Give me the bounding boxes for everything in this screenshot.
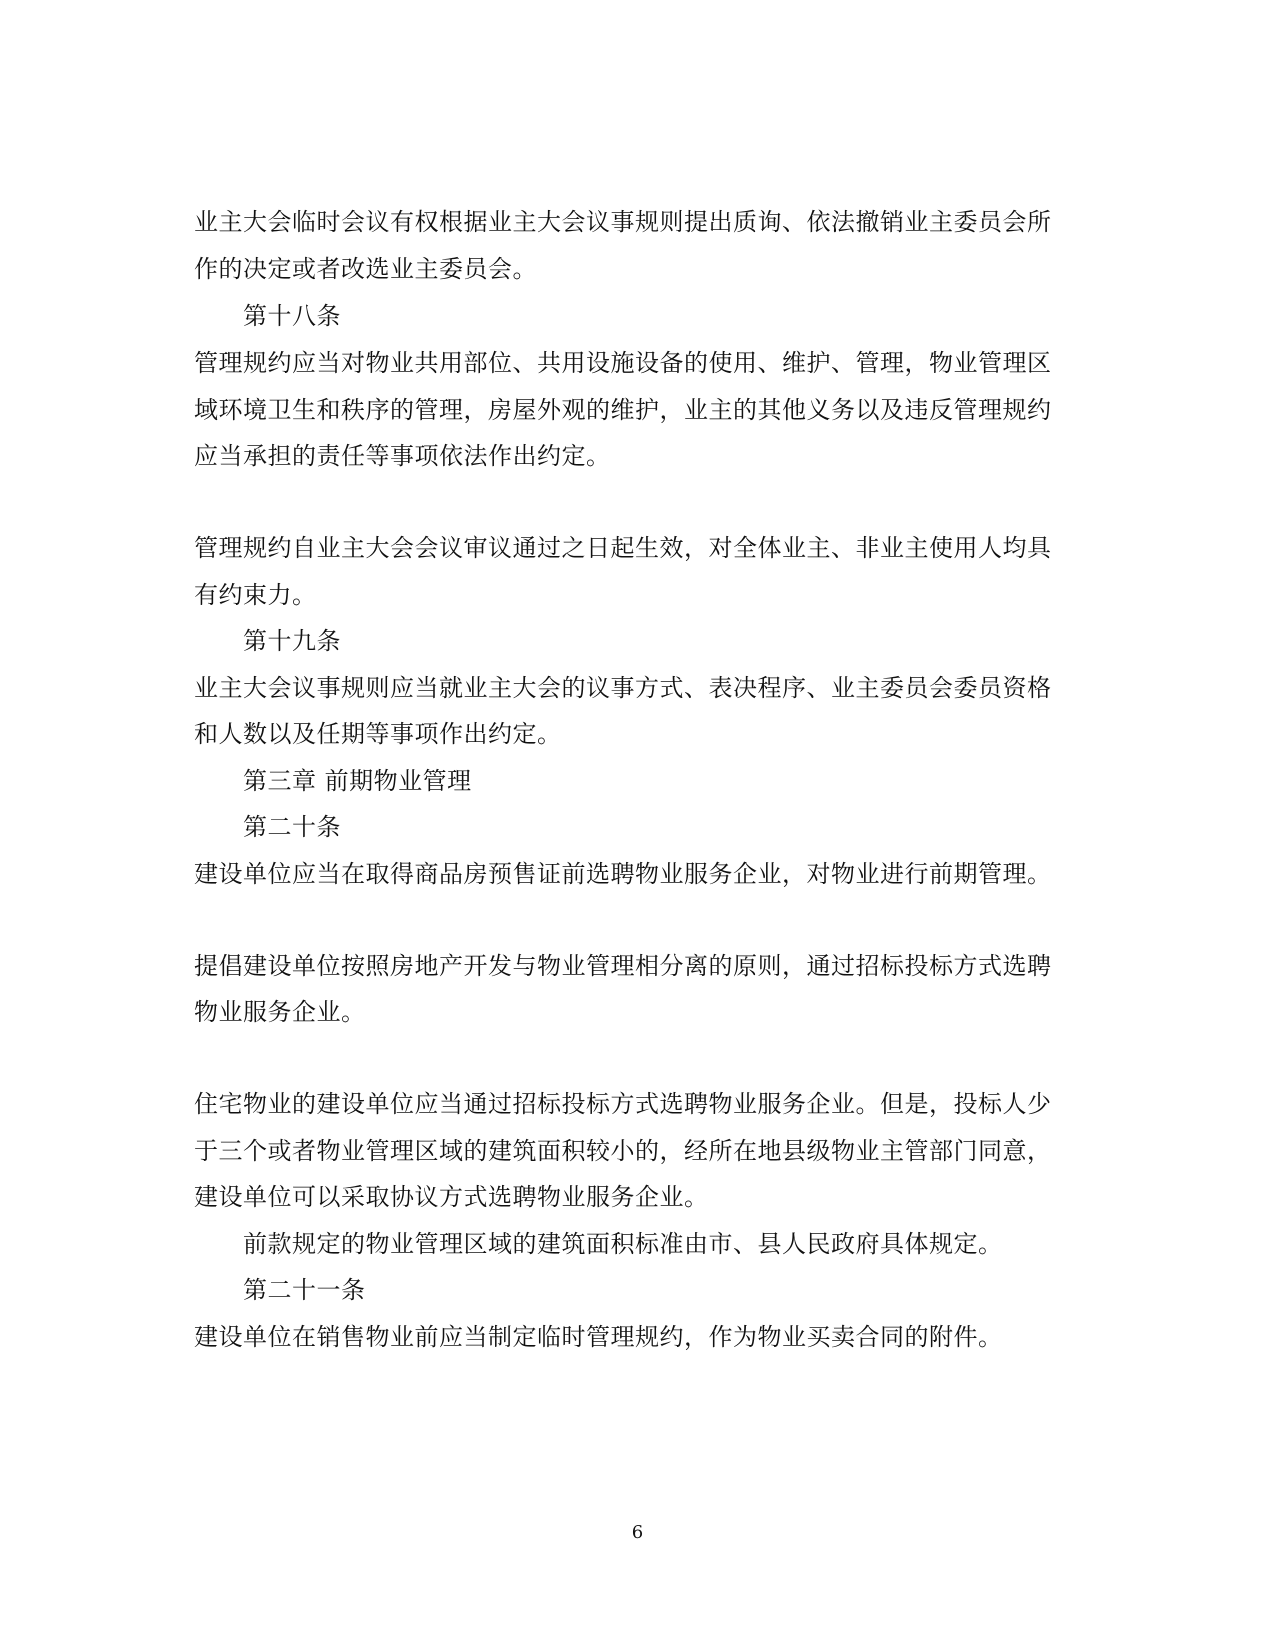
paragraph-line: 于三个或者物业管理区域的建筑面积较小的，经所在地县级物业主管部门同意， xyxy=(194,1137,1052,1165)
paragraph-line: 建设单位应当在取得商品房预售证前选聘物业服务企业，对物业进行前期管理。 xyxy=(194,860,1052,888)
paragraph-line: 物业服务企业。 xyxy=(194,998,366,1026)
paragraph-line: 建设单位在销售物业前应当制定临时管理规约，作为物业买卖合同的附件。 xyxy=(194,1323,1003,1351)
paragraph-line: 前款规定的物业管理区域的建筑面积标准由市、县人民政府具体规定。 xyxy=(243,1230,1003,1258)
paragraph-line: 业主大会临时会议有权根据业主大会议事规则提出质询、依法撤销业主委员会所 xyxy=(194,208,1052,236)
paragraph-line: 提倡建设单位按照房地产开发与物业管理相分离的原则，通过招标投标方式选聘 xyxy=(194,952,1052,980)
article-heading: 第十九条 xyxy=(243,627,341,655)
paragraph-line: 域环境卫生和秩序的管理，房屋外观的维护，业主的其他义务以及违反管理规约 xyxy=(194,396,1052,424)
paragraph-line: 有约束力。 xyxy=(194,581,317,609)
paragraph-line: 管理规约自业主大会会议审议通过之日起生效，对全体业主、非业主使用人均具 xyxy=(194,534,1052,562)
paragraph-line: 作的决定或者改选业主委员会。 xyxy=(194,255,537,283)
paragraph-line: 管理规约应当对物业共用部位、共用设施设备的使用、维护、管理，物业管理区 xyxy=(194,349,1052,377)
article-heading: 第二十一条 xyxy=(243,1276,366,1304)
chapter-heading: 第三章 前期物业管理 xyxy=(243,767,472,795)
paragraph-line: 建设单位可以采取协议方式选聘物业服务企业。 xyxy=(194,1183,709,1211)
paragraph-line: 应当承担的责任等事项依法作出约定。 xyxy=(194,442,611,470)
paragraph-line: 业主大会议事规则应当就业主大会的议事方式、表决程序、业主委员会委员资格 xyxy=(194,674,1052,702)
page-number: 6 xyxy=(631,1522,644,1543)
article-heading: 第二十条 xyxy=(243,813,341,841)
article-heading: 第十八条 xyxy=(243,302,341,330)
paragraph-line: 和人数以及任期等事项作出约定。 xyxy=(194,720,562,748)
paragraph-line: 住宅物业的建设单位应当通过招标投标方式选聘物业服务企业。但是，投标人少 xyxy=(194,1090,1052,1118)
